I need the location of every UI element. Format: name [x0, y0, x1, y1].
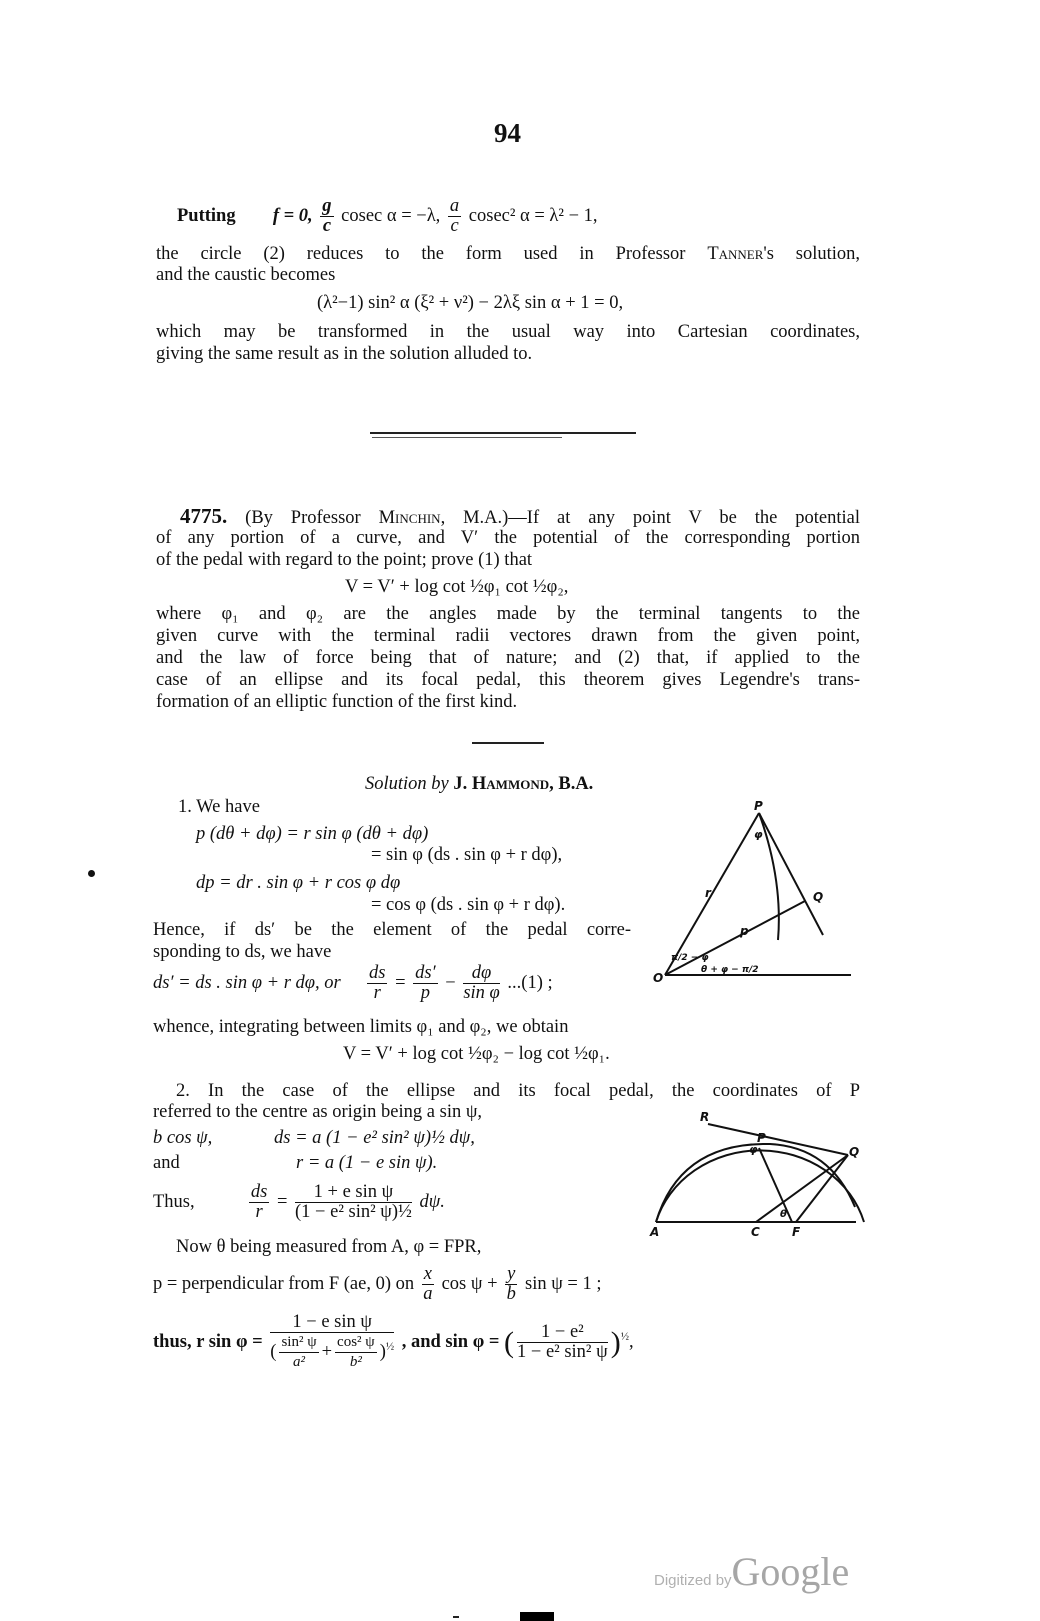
fraction: $\frac{d\varphi}{\text{sin φ}}$ — [463, 963, 500, 1003]
body-line: Hence, if ds′ be the element of the pedal corre- — [153, 920, 631, 940]
equation: b cos ψ, — [153, 1128, 213, 1148]
final-equation: thus, r sin φ = 1 − e sin ψ ( $\frac{\text{sin² ψ}}{\text{a²}}$ + $\frac{\text{cos² ψ}}{\text{b²}}$ )$^{\frac{1}{2}}$ , and sin φ = ( $\frac{\text{1 − e²}}{\text{1 − e² sin² ψ}}$ )$^{\frac{1}{2}}$, — [153, 1312, 634, 1370]
fraction: $\frac{x}{a}$ — [423, 1264, 433, 1304]
label-P: P — [754, 799, 763, 813]
body-line: formation of an elliptic function of the first kind. — [156, 692, 518, 712]
equation: = cos φ (ds . sin φ + r dφ). — [371, 895, 566, 915]
body-line: whence, integrating between limits φ₁ and φ₂, we obtain — [153, 1017, 569, 1037]
page-number: 94 — [494, 118, 521, 148]
label-P: P — [757, 1131, 766, 1145]
section-divider — [370, 432, 636, 434]
label-angle1: π/2 − φ — [671, 953, 709, 963]
label-phi: φ — [749, 1143, 758, 1156]
perpendicular-line: p = perpendicular from F (ae, 0) on $\frac{x}{a}$ cos ψ + $\frac{y}{b}$ sin ψ = 1 ; — [153, 1264, 602, 1304]
equation: p (dθ + dφ) = r sin φ (dθ + dφ) — [196, 824, 429, 844]
body-line: Now θ being measured from A, φ = FPR, — [176, 1237, 482, 1257]
label-p: p — [740, 924, 749, 938]
margin-dot — [88, 870, 95, 877]
fraction: $\frac{\text{1 + e sin ψ}}{\text{(1 − e² sin² ψ)½}}$ — [295, 1182, 412, 1222]
line-PF — [759, 1148, 792, 1222]
bottom-mark — [453, 1616, 459, 1618]
label-Q: Q — [849, 1145, 860, 1159]
body-line: referred to the centre as origin being a sin ψ, — [153, 1102, 483, 1122]
label-r: r — [705, 886, 711, 900]
label-R: R — [700, 1110, 710, 1124]
body-line: case of an ellipse and its focal pedal, this theorem gives Legendre's trans- — [156, 670, 860, 690]
solution-heading: Solution by J. Hammond, B.A. — [365, 774, 594, 794]
auxiliary-circle — [656, 1150, 864, 1222]
digitized-label: Digitized by — [654, 1572, 732, 1589]
equation: (λ²−1) sin² α (ξ² + ν²) − 2λξ sin α + 1 = 0, — [317, 293, 624, 313]
label-C: C — [751, 1225, 760, 1239]
body-line: where φ₁ and φ₂ are the angles made by the terminal tangents to the — [156, 604, 860, 624]
body-line: and the caustic becomes — [156, 265, 336, 285]
equation: dp = dr . sin φ + r cos φ dφ — [196, 873, 401, 893]
fraction: $\frac{y}{b}$ — [506, 1264, 516, 1304]
body-line: giving the same result as in the solution alluded to. — [156, 344, 533, 364]
equation: r = a (1 − e sin ψ). — [296, 1153, 438, 1173]
question-header: 4775. (By Professor Minchin, M.A.)—If at any point V be the potential — [180, 504, 861, 528]
watermark — [654, 1548, 849, 1595]
label-Q: Q — [813, 890, 824, 904]
body-line: which may be transformed in the usual way into Cartesian coordinates, — [156, 322, 860, 342]
equation: V = V′ + log cot ½φ₂ − log cot ½φ₁. — [343, 1044, 610, 1064]
label-F: F — [792, 1225, 801, 1239]
label-theta: θ — [780, 1209, 787, 1220]
body-line: sponding to ds, we have — [153, 942, 332, 962]
label-O: O — [653, 971, 664, 985]
equation-1: ds′ = ds . sin φ + r dφ, or $\frac{ds}{r}$ = $\frac{ds'}{p}$ − $\frac{d\varphi}{\text{sin φ}}$ ...(1) ; — [153, 963, 553, 1003]
body-line: given curve with the terminal radii vectores drawn from the given point, — [156, 626, 860, 646]
bottom-block — [520, 1612, 554, 1621]
body-line: and — [153, 1153, 180, 1173]
question-number: 4775. — [180, 504, 228, 528]
body-line: of any portion of a curve, and V′ the potential of the corresponding portion — [156, 528, 860, 548]
google-logo: Google — [731, 1549, 850, 1594]
label-angle2: θ + φ − π/2 — [701, 965, 759, 975]
line-QC — [756, 1155, 848, 1222]
line-PQ — [759, 813, 823, 935]
fraction: 1 − e sin ψ ( $\frac{\text{sin² ψ}}{\text{a²}}$ + $\frac{\text{cos² ψ}}{\text{b²}}$ )$^{\frac{1}{2}}$ — [270, 1312, 395, 1370]
body-line: and the law of force being that of nature; and (2) that, if applied to the — [156, 648, 860, 668]
label-phi: φ — [754, 828, 763, 841]
part-1-label: 1. We have — [178, 797, 260, 817]
short-divider — [472, 742, 544, 744]
thus-equation: Thus, $\frac{ds}{r}$ = $\frac{\text{1 + e sin ψ}}{\text{(1 − e² sin² ψ)½}}$ dψ. — [153, 1182, 445, 1222]
equation: = sin φ (ds . sin φ + r dφ), — [371, 845, 563, 865]
fraction: $\frac{a}{c}$ — [449, 196, 460, 236]
equation: ds = a (1 − e² sin² ψ)½ dψ, — [274, 1128, 475, 1148]
section-divider-thin — [372, 437, 562, 438]
fraction: $\frac{ds}{r}$ — [369, 963, 386, 1003]
label-A: A — [650, 1225, 660, 1239]
figure-ellipse-diagram — [640, 1112, 860, 1237]
body-line: 2. In the case of the ellipse and its focal pedal, the coordinates of P — [176, 1081, 860, 1101]
equation: V = V′ + log cot ½φ₁ cot ½φ₂, — [345, 577, 569, 597]
fraction: $\frac{ds'}{p}$ — [415, 963, 436, 1003]
body-line: the circle (2) reduces to the form used in Professor Tanner's solution, — [156, 244, 861, 264]
body-line: of the pedal with regard to the point; prove (1) that — [156, 550, 533, 570]
fraction: $\frac{ds}{r}$ — [250, 1182, 268, 1222]
putting-line: Putting f = 0, $\frac{g}{c}$ cosec α = −λ, $\frac{a}{c}$ cosec² α = λ² − 1, — [177, 196, 598, 236]
fraction: $\frac{\text{1 − e²}}{\text{1 − e² sin² ψ}}$ — [517, 1322, 608, 1362]
fraction: $\frac{g}{c}$ — [322, 196, 332, 236]
line-QF — [796, 1155, 848, 1222]
figure-pedal-diagram — [655, 800, 855, 990]
line-RQ — [708, 1124, 848, 1155]
